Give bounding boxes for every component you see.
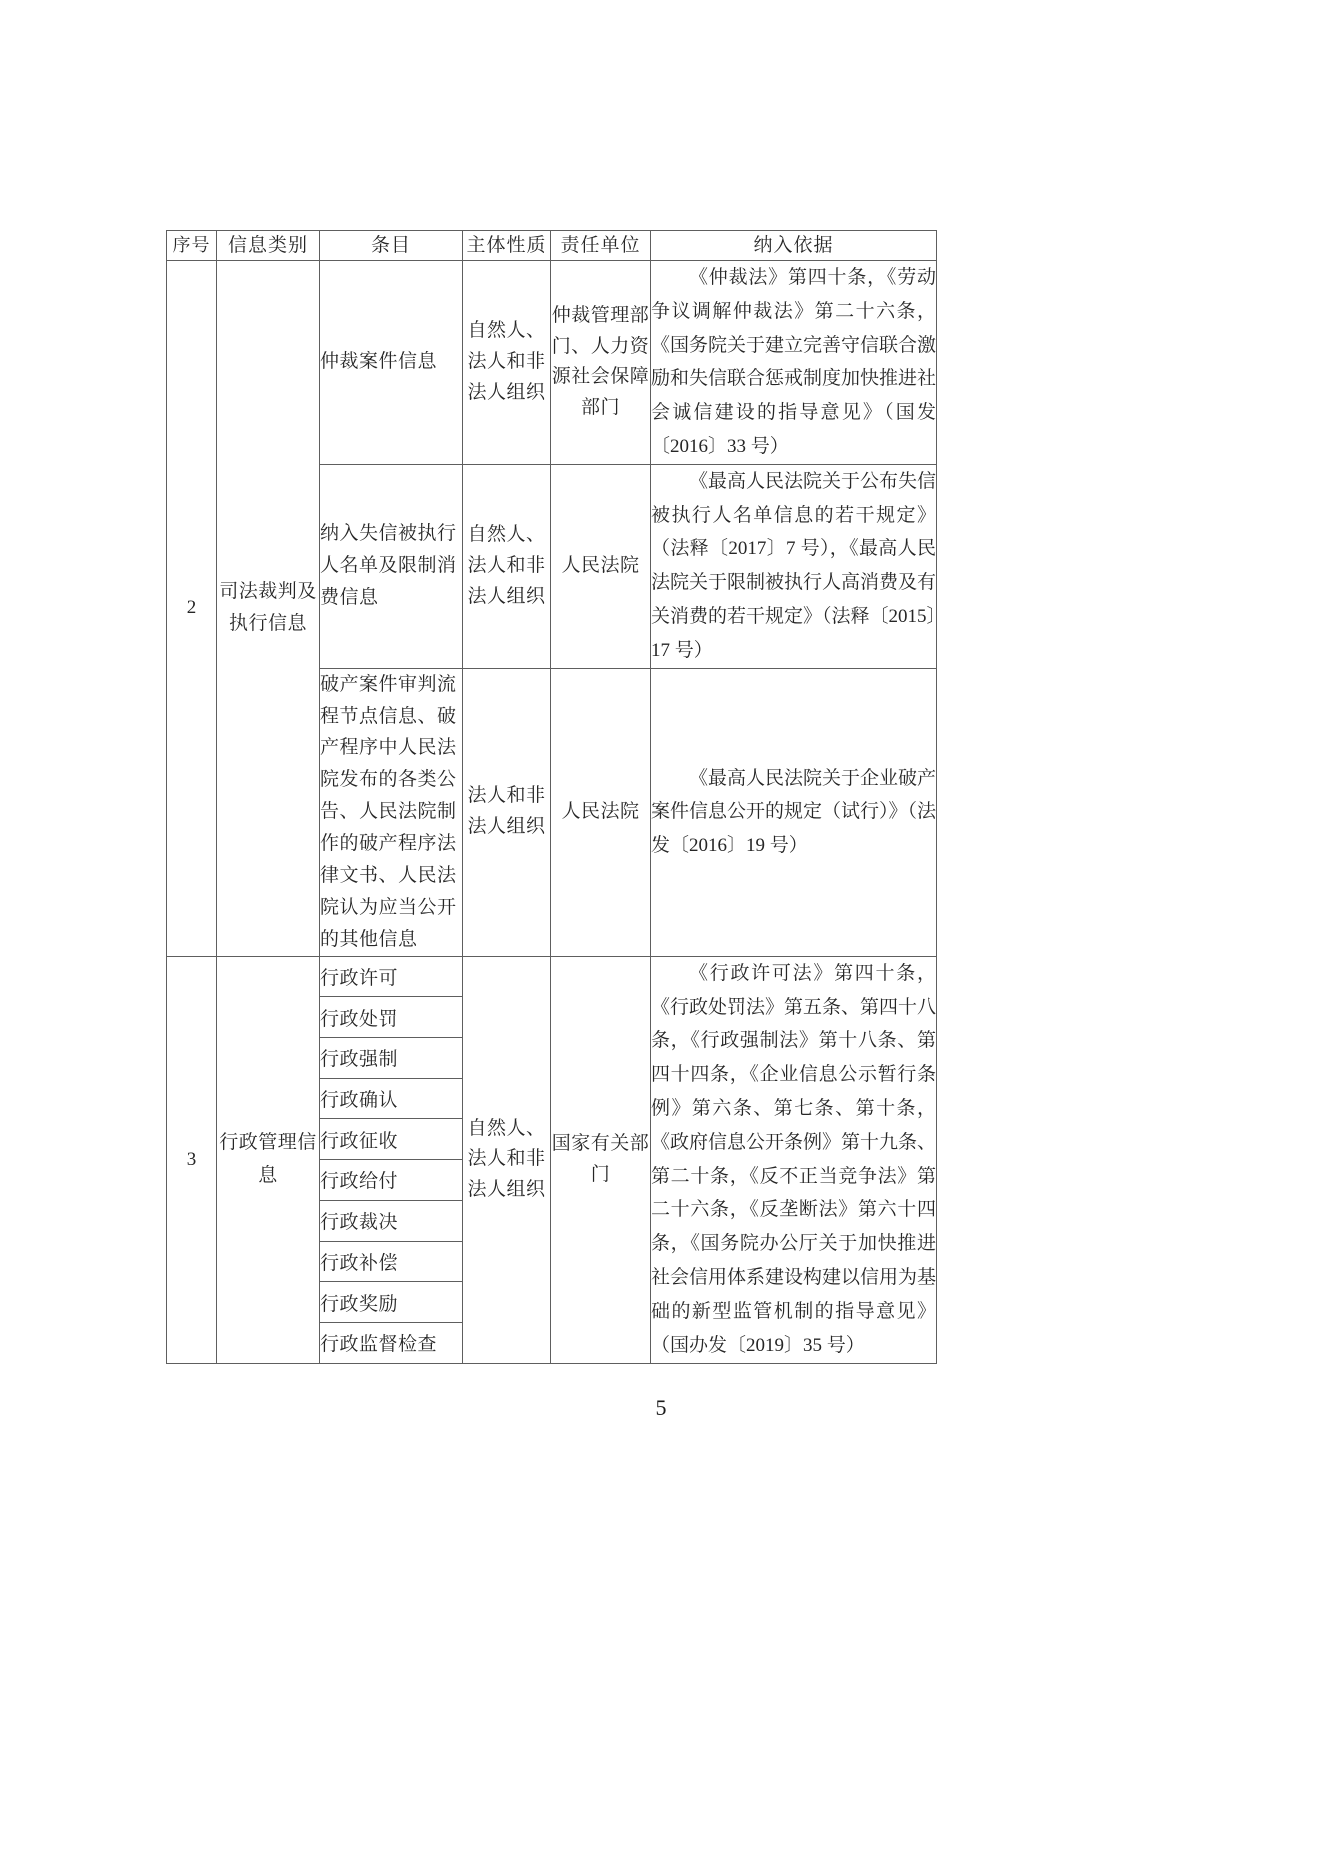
row-responsible-unit: 国家有关部门	[551, 956, 651, 1363]
information-catalog-table-wrapper	[166, 230, 936, 1364]
table-header-row	[167, 231, 937, 261]
page-number: 5	[655, 1395, 667, 1420]
row-subject-nature: 自然人、法人和非法人组织	[463, 956, 551, 1363]
row-category: 司法裁判及执行信息	[217, 260, 320, 956]
information-catalog-table	[166, 230, 937, 1364]
row-item: 破产案件审判流程节点信息、破产程序中人民法院发布的各类公告、人民法院制作的破产程序法律文书、人民法院认为应当公开的其他信息	[320, 668, 463, 956]
column-header-category: 信息类别	[217, 231, 320, 261]
column-header-basis: 纳入依据	[651, 231, 937, 261]
row-item: 行政征收	[320, 1119, 463, 1160]
row-subject-nature: 法人和非法人组织	[463, 668, 551, 956]
row-responsible-unit: 仲裁管理部门、人力资源社会保障部门	[551, 260, 651, 464]
row-item: 行政许可	[320, 956, 463, 997]
row-item: 行政监督检查	[320, 1322, 463, 1363]
row-item: 行政处罚	[320, 997, 463, 1038]
table-row	[167, 260, 937, 464]
row-responsible-unit: 人民法院	[551, 668, 651, 956]
row-inclusion-basis: 《最高人民法院关于企业破产案件信息公开的规定（试行）》（法发〔2016〕19 号）	[651, 668, 937, 956]
row-item: 行政补偿	[320, 1241, 463, 1282]
row-responsible-unit: 人民法院	[551, 464, 651, 668]
column-header-seq: 序号	[167, 231, 217, 261]
row-sequence-number: 2	[167, 260, 217, 956]
row-sequence-number: 3	[167, 956, 217, 1363]
row-inclusion-basis: 《最高人民法院关于公布失信被执行人名单信息的若干规定》（法释〔2017〕7 号），《最高人民法院关于限制被执行人高消费及有关消费的若干规定》（法释〔2015〕17 号）	[651, 464, 937, 668]
row-item: 仲裁案件信息	[320, 260, 463, 464]
row-subject-nature: 自然人、法人和非法人组织	[463, 260, 551, 464]
column-header-unit: 责任单位	[551, 231, 651, 261]
row-subject-nature: 自然人、法人和非法人组织	[463, 464, 551, 668]
row-item: 行政强制	[320, 1038, 463, 1079]
row-item: 行政确认	[320, 1078, 463, 1119]
column-header-item: 条目	[320, 231, 463, 261]
row-category: 行政管理信息	[217, 956, 320, 1363]
column-header-nature: 主体性质	[463, 231, 551, 261]
table-body	[167, 260, 937, 1363]
row-inclusion-basis: 《行政许可法》第四十条，《行政处罚法》第五条、第四十八条，《行政强制法》第十八条、第四十四条，《企业信息公示暂行条例》第六条、第七条、第十条，《政府信息公开条例》第十九条、第二十条，《反不正当竞争法》第二十六条，《反垄断法》第六十四条，《国务院办公厅关于加快推进社会信用体系建设构建以信用为基础的新型监管机制的指导意见》（国办发〔2019〕35 号）	[651, 956, 937, 1363]
row-item: 行政给付	[320, 1160, 463, 1201]
table-row	[167, 956, 937, 997]
row-item: 行政裁决	[320, 1200, 463, 1241]
row-item: 纳入失信被执行人名单及限制消费信息	[320, 464, 463, 668]
table-header	[167, 231, 937, 261]
row-item: 行政奖励	[320, 1282, 463, 1323]
row-inclusion-basis: 《仲裁法》第四十条，《劳动争议调解仲裁法》第二十六条，《国务院关于建立完善守信联合激励和失信联合惩戒制度加快推进社会诚信建设的指导意见》（国发〔2016〕33 号）	[651, 260, 937, 464]
